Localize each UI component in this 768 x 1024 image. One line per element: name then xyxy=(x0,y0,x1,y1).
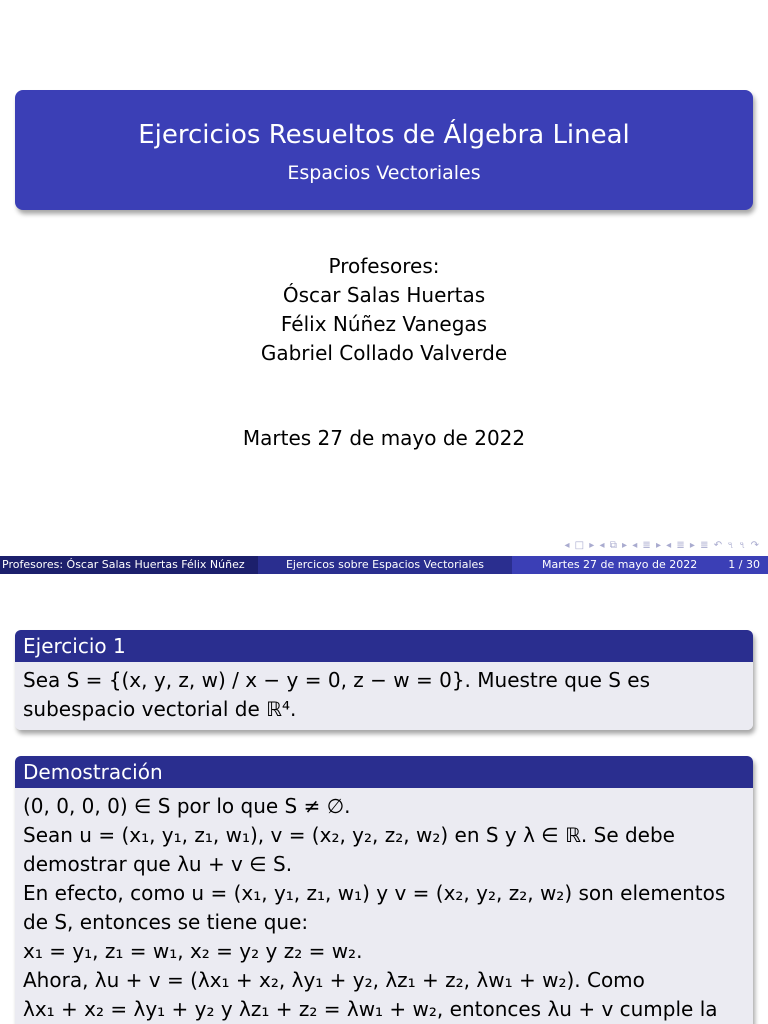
proof-line: (0, 0, 0, 0) ∈ S por lo que S ≠ ∅. xyxy=(23,794,351,818)
presentation-date: Martes 27 de mayo de 2022 xyxy=(242,426,526,450)
exercise-body xyxy=(15,662,753,730)
footer-date-page xyxy=(512,556,768,574)
proof-line: λx₁ + x₂ = λy₁ + y₂ y λz₁ + z₂ = λw₁ + w₂, entonces λu + v cumple la xyxy=(23,997,718,1021)
beamer-navigation-icons[interactable]: ◂ □ ▸ ◂ ⧉ ▸ ◂ ≣ ▸ ◂ ≣ ▸ ≣ ↶ ৭ ৭ ↷ xyxy=(564,540,760,551)
footer-page-number: 1 / 30 xyxy=(728,558,760,571)
footer-title: Ejercicos sobre Espacios Vectoriales xyxy=(258,556,512,574)
exercise-block xyxy=(15,630,753,730)
proof-line: de S, entonces se tiene que: xyxy=(23,910,309,934)
footline xyxy=(0,556,768,574)
author-name: Óscar Salas Huertas xyxy=(282,283,486,307)
proof-body xyxy=(15,788,753,1024)
proof-line: x₁ = y₁, z₁ = w₁, x₂ = y₂ y z₂ = w₂. xyxy=(23,939,363,963)
author-name: Félix Núñez Vanegas xyxy=(280,312,488,336)
title-banner xyxy=(15,90,753,210)
proof-block xyxy=(15,756,753,1024)
authors-label: Profesores: xyxy=(328,254,440,278)
proof-line: En efecto, como u = (x₁, y₁, z₁, w₁) y v = (x₂, y₂, z₂, w₂) son elementos xyxy=(23,881,726,905)
footer-date: Martes 27 de mayo de 2022 xyxy=(542,558,698,571)
proof-header: Demostración xyxy=(15,756,753,788)
exercise-slide xyxy=(0,598,768,1024)
presentation-title: Ejercicios Resueltos de Álgebra Lineal xyxy=(138,120,630,150)
authors-block xyxy=(0,252,768,368)
exercise-line: Sea S = {(x, y, z, w) / x − y = 0, z − w = 0}. Muestre que S es xyxy=(23,668,651,692)
slide-separator xyxy=(0,576,768,598)
footer-authors: Profesores: Óscar Salas Huertas Félix Núñez xyxy=(0,556,258,574)
proof-line: Ahora, λu + v = (λx₁ + x₂, λy₁ + y₂, λz₁ + z₂, λw₁ + w₂). Como xyxy=(23,968,645,992)
exercise-header: Ejercicio 1 xyxy=(15,630,753,662)
proof-line: demostrar que λu + v ∈ S. xyxy=(23,852,293,876)
proof-line: Sean u = (x₁, y₁, z₁, w₁), v = (x₂, y₂, z₂, w₂) en S y λ ∈ ℝ. Se debe xyxy=(23,823,675,847)
exercise-line: subespacio vectorial de ℝ⁴. xyxy=(23,697,297,721)
presentation-subtitle: Espacios Vectoriales xyxy=(287,162,481,184)
author-name: Gabriel Collado Valverde xyxy=(260,341,508,365)
